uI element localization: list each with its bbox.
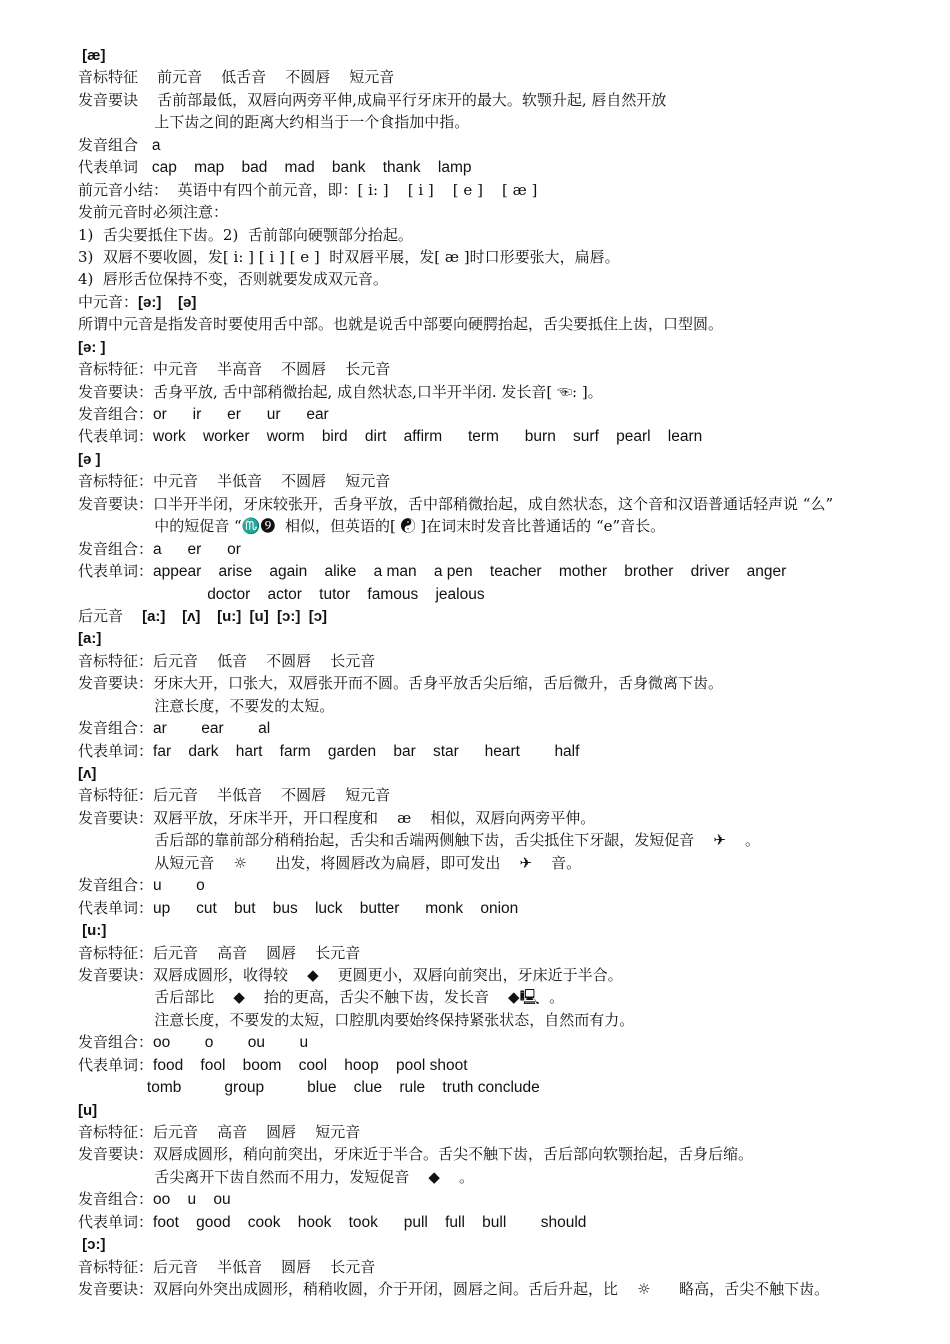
text-line — [78, 66, 908, 88]
text-line — [78, 156, 908, 178]
text-line — [78, 560, 908, 582]
text-line — [78, 448, 908, 470]
line-text: 发音要诀：双唇成圆形，稍向前突出，牙床近于半合。舌尖不触下齿，舌后部向软颚抬起，舌身后缩。 — [78, 1145, 754, 1164]
line-text: 舌后部的靠前部分稍稍抬起，舌尖和舌端两侧触下齿，舌尖抵住下牙龈，发短促音 ✈ 。 — [78, 831, 761, 850]
line-text: 发音要诀：双唇向外突出成圆形，稍稍收圆，介于开闭，圆唇之间。舌后升起，比 ☼ 略高，舌尖不触下齿。 — [78, 1280, 830, 1299]
line-text: 发音组合： — [78, 1190, 154, 1209]
text-line — [78, 740, 908, 762]
text-line — [78, 224, 908, 246]
line-text: 代表单词： — [78, 741, 154, 760]
line-text: 发音要诀 舌前部最低，双唇向两旁平伸,成扁平行牙床开的最大。软颚升起, 唇自然开放 — [78, 90, 667, 109]
text-line — [78, 1143, 908, 1165]
line-text: 音标特征：后元音 半低音 不圆唇 短元音 — [78, 786, 391, 805]
english-words: ar ear al — [153, 720, 271, 738]
text-line — [78, 1233, 908, 1255]
phonetic-symbol: [a:] — [78, 630, 102, 648]
line-text: 从短元音 ☼ 出发，将圆唇改为扁唇，即可发出 ✈ 音。 — [78, 853, 582, 872]
line-text: 音标特征：中元音 半高音 不圆唇 长元音 — [78, 360, 391, 379]
text-line — [78, 1166, 908, 1188]
line-text: 注意长度，不要发的太短，口腔肌肉要始终保持紧张状态，自然而有力。 — [78, 1010, 635, 1029]
text-line — [78, 1076, 908, 1098]
english-words: a er or — [153, 540, 241, 558]
text-line — [78, 784, 908, 806]
line-text: 代表单词： — [78, 1212, 154, 1231]
line-text: 发音要诀：口半开半闭，牙床较张开，舌身平放，舌中部稍微抬起，成自然状态，这个音和汉语普通话轻声说 “么” — [78, 494, 834, 513]
line-text: 代表单词： — [78, 562, 154, 581]
text-line — [78, 1031, 908, 1053]
text-line — [78, 111, 908, 133]
line-text: 发音组合： — [78, 405, 154, 423]
line-text: 发前元音时必须注意： — [78, 203, 229, 222]
english-words: food fool boom cool hoop pool shoot — [153, 1056, 468, 1074]
text-line — [78, 470, 908, 492]
text-line — [78, 246, 908, 268]
line-text: 中的短促音 “♏❾ 相似，但英语的[ ☯ ]在词末时发音比普通话的 “e”音长。 — [78, 517, 666, 536]
text-line — [78, 627, 908, 649]
text-line — [78, 201, 908, 223]
text-line — [78, 672, 908, 694]
text-line — [78, 1278, 908, 1300]
phonetic-symbol: [u:] — [78, 922, 107, 940]
text-line — [78, 336, 908, 358]
text-line — [78, 852, 908, 874]
line-text: 发音要诀：双唇成圆形，收得较 ◆ 更圆更小，双唇向前突出，牙床近于半合。 — [78, 965, 623, 984]
line-text: 所谓中元音是指发音时要使用舌中部。也就是说舌中部要向硬腭抬起，舌尖要抵住上齿，口型圆。 — [78, 315, 724, 334]
phonetic-symbol: [ə ] — [78, 450, 101, 468]
phonetic-symbol: [ə:] [ə] — [138, 293, 197, 311]
phonetic-symbol: [ɔ:] — [78, 1236, 106, 1254]
line-text: 发音要诀：双唇平放，牙床半开，开口程度和 æ 相似，双唇向两旁平伸。 — [78, 808, 596, 827]
line-text: 音标特征：后元音 半低音 圆唇 长元音 — [78, 1257, 376, 1276]
text-line — [78, 1188, 908, 1210]
line-text: 1) 舌尖要抵住下齿。2) 舌前部向硬颚部分抬起。 — [78, 225, 413, 244]
line-text: 代表单词： — [78, 427, 154, 446]
english-words: doctor actor tutor famous jealous — [78, 585, 485, 603]
english-words: cap map bad mad bank thank lamp — [147, 159, 472, 177]
text-line — [78, 313, 908, 335]
text-line — [78, 538, 908, 560]
line-text: 前元音小结： 英语中有四个前元音，即：[ i: ] [ i ] [ e ] [ æ ] — [78, 180, 538, 199]
text-line — [78, 1256, 908, 1278]
line-text: 上下齿之间的距离大约相当于一个食指加中指。 — [78, 113, 470, 132]
line-text: 3) 双唇不要收圆，发[ i: ] [ i ] [ e ] 时双唇平展，发[ æ ]时口形要张大，扁唇。 — [78, 247, 620, 266]
text-line — [78, 717, 908, 739]
text-line — [78, 403, 908, 425]
phonetic-symbol: [æ] — [78, 47, 106, 64]
text-line — [78, 986, 908, 1008]
line-text: 发音组合 — [78, 135, 148, 154]
phonetic-symbol: [u] — [78, 1101, 98, 1119]
text-line — [78, 179, 908, 201]
text-line — [78, 583, 908, 605]
english-words: appear arise again alike a man a pen teacher mother brother driver anger — [153, 563, 787, 581]
line-text: 舌后部比 ◆ 抬的更高，舌尖不触下齿，发长音 ◆🖳 。 — [78, 988, 565, 1007]
phonetic-symbol: [ə: ] — [78, 338, 106, 356]
line-text: 代表单词： — [78, 898, 154, 917]
line-text: 音标特征：后元音 高音 圆唇 长元音 — [78, 943, 361, 962]
text-line — [78, 874, 908, 896]
english-words: or ir er ur ear — [153, 406, 329, 423]
text-line — [78, 89, 908, 111]
line-text: 中元音： — [78, 292, 139, 311]
english-words: oo u ou — [153, 1191, 231, 1209]
text-line — [78, 605, 908, 627]
english-words: up cut but bus luck butter monk onion — [153, 899, 519, 917]
text-line — [78, 1054, 908, 1076]
english-words: a — [147, 136, 161, 154]
document-page — [78, 44, 908, 1301]
english-words: oo o ou u — [153, 1034, 309, 1052]
line-text: 音标特征：后元音 高音 圆唇 短元音 — [78, 1123, 361, 1141]
line-text: 发音组合： — [78, 539, 154, 558]
english-words: foot good cook hook took pull full bull should — [153, 1213, 587, 1231]
english-words: tomb group blue clue rule truth conclude — [78, 1079, 540, 1097]
line-text: 4) 唇形舌位保持不变，否则就要发成双元音。 — [78, 270, 388, 289]
text-line — [78, 1121, 908, 1143]
text-line — [78, 1211, 908, 1233]
line-text: 代表单词： — [78, 1055, 154, 1074]
text-line — [78, 1009, 908, 1031]
text-line — [78, 919, 908, 941]
line-text: 音标特征：后元音 低音 不圆唇 长元音 — [78, 651, 376, 670]
text-line — [78, 515, 908, 537]
text-line — [78, 964, 908, 986]
line-text: 后元音 — [78, 606, 143, 625]
text-line — [78, 425, 908, 447]
line-text: 发音要诀：舌身平放, 舌中部稍微抬起, 成自然状态,口半开半闭. 发长音[ ☜: ]。 — [78, 382, 603, 401]
line-text: 舌尖离开下齿自然而不用力，发短促音 ◆ 。 — [78, 1167, 474, 1186]
text-line — [78, 44, 908, 66]
english-words: far dark hart farm garden bar star heart half — [153, 742, 580, 760]
english-words: u o — [153, 877, 205, 895]
text-line — [78, 381, 908, 403]
text-line — [78, 268, 908, 290]
text-line — [78, 134, 908, 156]
phonetic-symbol: [ʌ] — [78, 765, 97, 782]
line-text: 发音组合： — [78, 1033, 154, 1052]
text-line — [78, 695, 908, 717]
text-line — [78, 358, 908, 380]
text-line — [78, 762, 908, 784]
text-line — [78, 897, 908, 919]
text-line — [78, 829, 908, 851]
text-line — [78, 1099, 908, 1121]
line-text: 音标特征：中元音 半低音 不圆唇 短元音 — [78, 472, 391, 491]
text-line — [78, 807, 908, 829]
text-line — [78, 493, 908, 515]
line-text: 发音要诀：牙床大开，口张大，双唇张开而不圆。舌身平放舌尖后缩，舌后微升，舌身微离下齿。 — [78, 674, 724, 693]
text-line — [78, 291, 908, 313]
line-text: 音标特征 前元音 低舌音 不圆唇 短元音 — [78, 68, 395, 87]
text-line — [78, 650, 908, 672]
text-line — [78, 942, 908, 964]
line-text: 发音组合： — [78, 719, 154, 738]
line-text: 代表单词 — [78, 158, 148, 177]
line-text: 注意长度，不要发的太短。 — [78, 696, 335, 715]
line-text: 发音组合： — [78, 876, 154, 895]
english-words: work worker worm bird dirt affirm term burn surf pearl learn — [153, 428, 703, 446]
phonetic-symbol: [a:] [ʌ] [u:] [u] [ɔ:] [ɔ] — [142, 607, 328, 625]
